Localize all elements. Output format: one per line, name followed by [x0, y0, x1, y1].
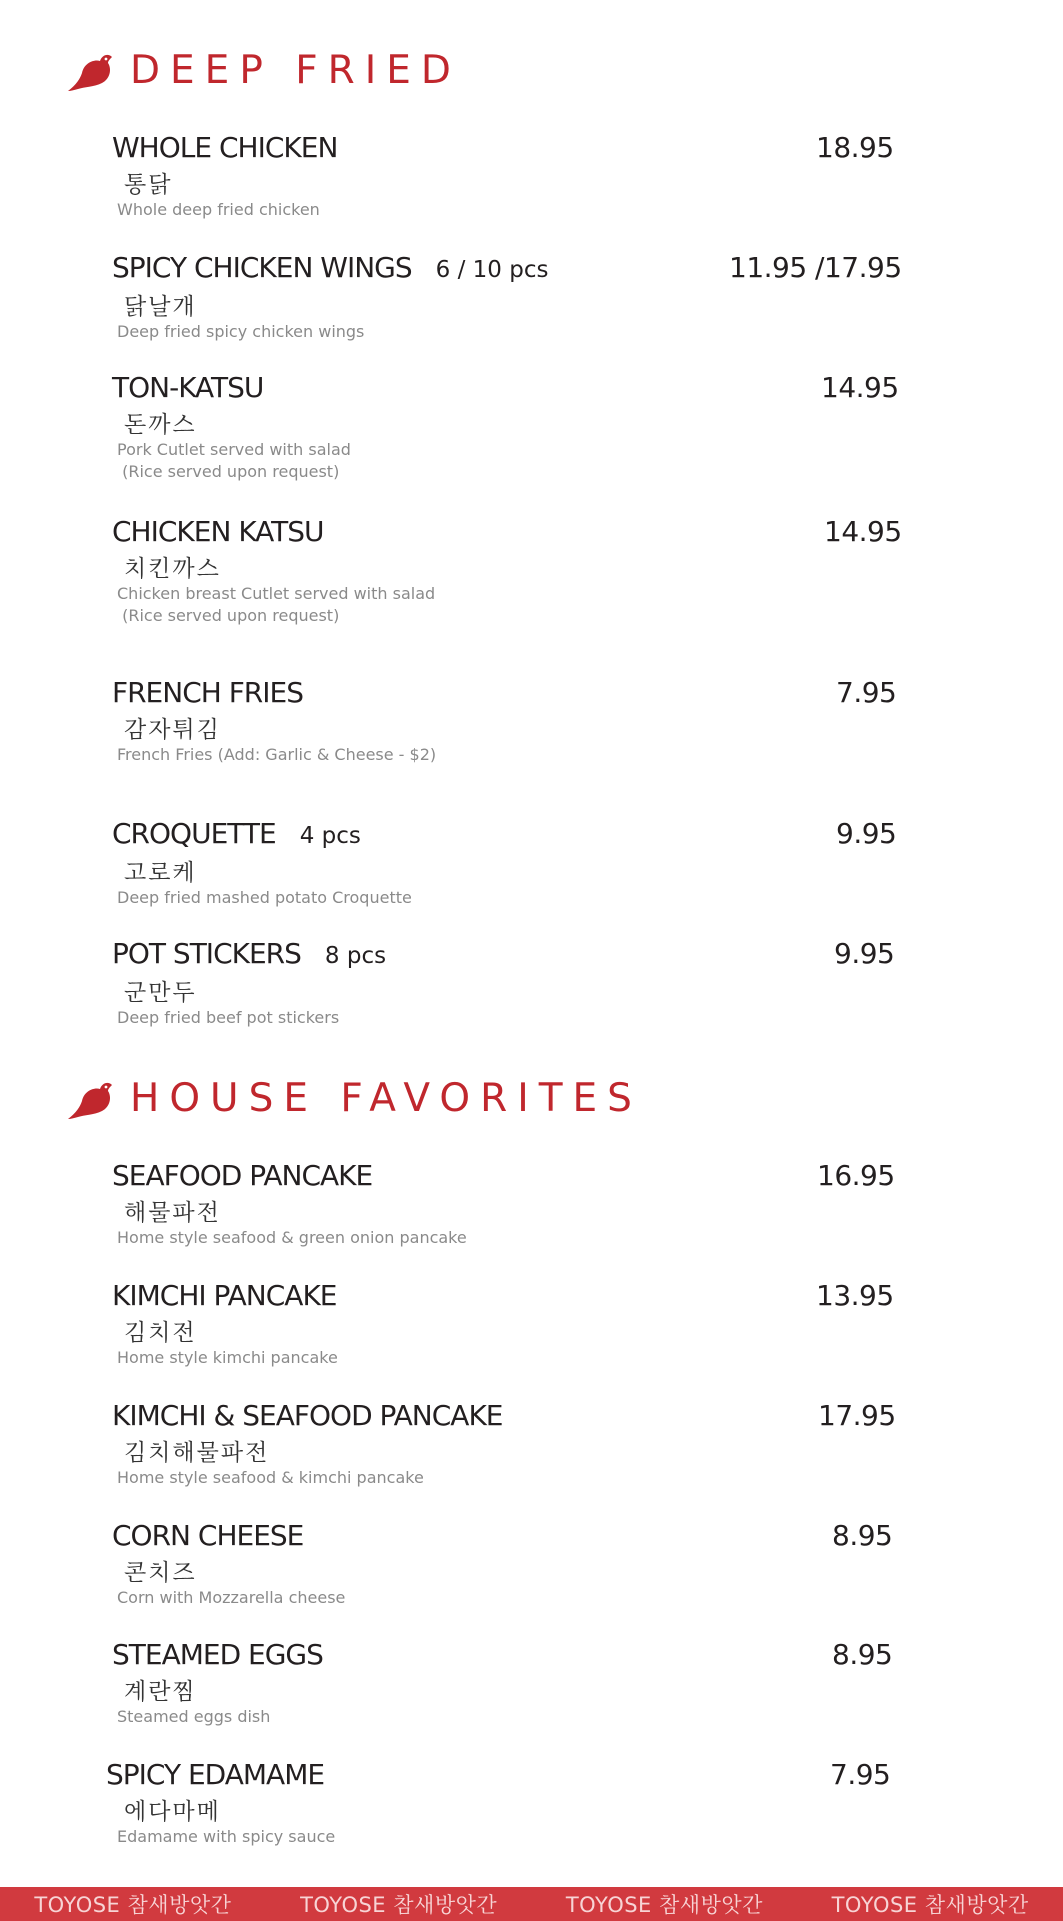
section-header-house-favorites [66, 1076, 642, 1121]
section-header-deep-fried [66, 48, 461, 93]
item-name: FRENCH FRIES [112, 676, 303, 709]
item-name: SPICY EDAMAME [106, 1758, 325, 1791]
menu-item [112, 676, 912, 766]
item-description: Home style seafood & green onion pancake [117, 1228, 467, 1247]
menu-item [106, 1758, 906, 1848]
item-price: 8.95 [832, 1519, 893, 1552]
item-description: Pork Cutlet served with salad (Rice served upon request) [117, 440, 351, 481]
menu-item [112, 1399, 912, 1489]
item-price: 16.95 [817, 1159, 895, 1192]
item-description: Deep fried beef pot stickers [117, 1008, 340, 1027]
menu-item [112, 817, 912, 909]
item-description: Edamame with spicy sauce [117, 1827, 336, 1846]
item-price: 17.95 [818, 1399, 896, 1432]
item-name: KIMCHI PANCAKE [112, 1279, 337, 1312]
menu-item [112, 1638, 912, 1728]
item-korean-name: 해물파전 [124, 1200, 221, 1226]
item-korean-name: 김치전 [124, 1320, 197, 1346]
menu-item [112, 515, 912, 627]
item-description: Steamed eggs dish [117, 1707, 271, 1726]
item-korean-name: 통닭 [124, 172, 173, 198]
item-name: TON-KATSU [112, 371, 264, 404]
item-price: 8.95 [832, 1638, 893, 1671]
item-name: POT STICKERS [112, 937, 301, 970]
item-korean-name: 에다마메 [124, 1799, 221, 1825]
item-quantity: 6 / 10 pcs [435, 257, 549, 283]
footer-brand-label: TOYOSE 참새방앗간 [300, 1893, 498, 1917]
section-title: DEEP FRIED [130, 48, 461, 93]
item-name: CROQUETTE [112, 817, 276, 850]
item-name: KIMCHI & SEAFOOD PANCAKE [112, 1399, 503, 1432]
item-description: Deep fried spicy chicken wings [117, 322, 365, 341]
item-name: SPICY CHICKEN WINGS [112, 251, 412, 284]
item-korean-name: 김치해물파전 [124, 1440, 270, 1466]
item-description: Corn with Mozzarella cheese [117, 1588, 346, 1607]
item-korean-name: 계란찜 [124, 1679, 197, 1705]
item-quantity: 8 pcs [324, 943, 387, 969]
item-price: 9.95 [834, 937, 895, 970]
item-korean-name: 치킨까스 [124, 556, 221, 582]
footer-brand-label: TOYOSE 참새방앗간 [831, 1893, 1029, 1917]
item-name: CORN CHEESE [112, 1519, 304, 1552]
item-quantity: 4 pcs [299, 823, 361, 849]
item-name: CHICKEN KATSU [112, 515, 324, 548]
menu-item [112, 251, 912, 343]
menu-item [112, 131, 912, 221]
menu-item [112, 1159, 912, 1249]
item-korean-name: 군만두 [124, 980, 197, 1006]
menu-item [112, 1519, 912, 1609]
item-price: 18.95 [816, 131, 894, 164]
item-korean-name: 돈까스 [124, 412, 197, 438]
footer-brand-label: TOYOSE 참새방앗간 [34, 1893, 232, 1917]
bird-icon [66, 1077, 116, 1121]
item-description: Deep fried mashed potato Croquette [117, 888, 412, 907]
item-name: STEAMED EGGS [112, 1638, 323, 1671]
item-price: 9.95 [836, 817, 897, 850]
item-price: 14.95 [821, 371, 899, 404]
item-price: 13.95 [816, 1279, 894, 1312]
item-description: Whole deep fried chicken [117, 200, 320, 219]
section-title: HOUSE FAVORITES [130, 1076, 642, 1121]
bird-icon [66, 49, 116, 93]
item-korean-name: 콘치즈 [124, 1560, 197, 1586]
item-name: SEAFOOD PANCAKE [112, 1159, 373, 1192]
item-description: French Fries (Add: Garlic & Cheese - $2) [117, 745, 437, 764]
item-korean-name: 감자튀김 [124, 717, 221, 743]
menu-item [112, 1279, 912, 1369]
item-korean-name: 고로케 [124, 860, 197, 886]
item-name: WHOLE CHICKEN [112, 131, 338, 164]
item-price: 7.95 [836, 676, 897, 709]
footer-banner [0, 1887, 1063, 1921]
item-price: 11.95 /17.95 [729, 251, 902, 284]
item-description: Chicken breast Cutlet served with salad (Rice served upon request) [117, 584, 436, 625]
item-description: Home style kimchi pancake [117, 1348, 338, 1367]
item-price: 7.95 [830, 1758, 891, 1791]
footer-brand-label: TOYOSE 참새방앗간 [565, 1893, 763, 1917]
item-price: 14.95 [824, 515, 902, 548]
item-korean-name: 닭날개 [124, 294, 197, 320]
menu-item [112, 937, 912, 1029]
menu-item [112, 371, 912, 483]
item-description: Home style seafood & kimchi pancake [117, 1468, 424, 1487]
